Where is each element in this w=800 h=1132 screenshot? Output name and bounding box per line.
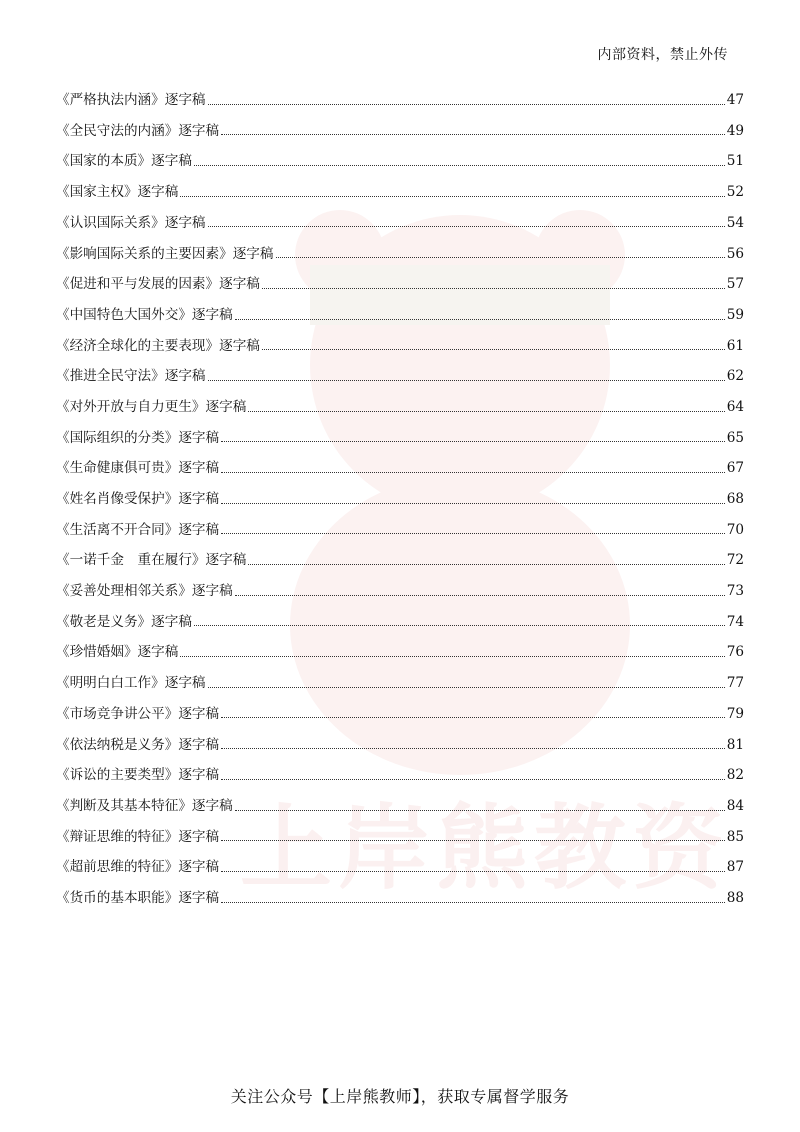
toc-entry[interactable] [56,355,744,386]
toc-entry-page: 57 [726,276,744,293]
toc-entry[interactable] [56,202,744,233]
table-of-contents [56,79,744,908]
toc-entry-page: 87 [726,859,744,876]
toc-leader-dots [221,502,725,504]
toc-entry-page: 77 [726,675,744,692]
toc-leader-dots [180,195,724,197]
toc-entry[interactable] [56,263,744,294]
toc-entry[interactable] [56,816,744,847]
toc-entry-title: 《姓名肖像受保护》逐字稿 [56,491,220,508]
toc-leader-dots [221,778,725,780]
toc-entry-title: 《严格执法内涵》逐字稿 [56,92,206,109]
toc-leader-dots [221,747,725,749]
toc-entry-title: 《一诺千金 重在履行》逐字稿 [56,552,247,569]
toc-leader-dots [208,103,725,105]
toc-entry-page: 82 [726,767,744,784]
toc-entry-page: 72 [726,552,744,569]
toc-entry[interactable] [56,417,744,448]
toc-entry-page: 65 [726,429,744,446]
toc-leader-dots [221,901,725,903]
toc-entry-page: 84 [726,797,744,814]
toc-entry-title: 《珍惜婚姻》逐字稿 [56,644,179,661]
toc-entry-page: 85 [726,828,744,845]
toc-entry-title: 《国家主权》逐字稿 [56,184,179,201]
toc-entry[interactable] [56,785,744,816]
toc-entry-title: 《市场竞争讲公平》逐字稿 [56,705,220,722]
toc-leader-dots [180,655,724,657]
toc-leader-dots [221,471,725,473]
toc-entry[interactable] [56,662,744,693]
toc-entry[interactable] [56,570,744,601]
toc-entry[interactable] [56,447,744,478]
toc-entry-title: 《国际组织的分类》逐字稿 [56,429,220,446]
toc-entry[interactable] [56,693,744,724]
toc-leader-dots [248,563,724,565]
toc-entry[interactable] [56,478,744,509]
toc-entry-page: 67 [726,460,744,477]
toc-leader-dots [221,839,725,841]
toc-entry[interactable] [56,631,744,662]
toc-entry-page: 49 [726,122,744,139]
toc-leader-dots [262,348,725,350]
toc-leader-dots [208,686,725,688]
toc-entry-page: 88 [726,889,744,906]
toc-leader-dots [221,716,725,718]
toc-entry-page: 52 [726,184,744,201]
toc-entry[interactable] [56,325,744,356]
toc-entry-page: 54 [726,214,744,231]
toc-entry[interactable] [56,754,744,785]
toc-entry-title: 《明明白白工作》逐字稿 [56,675,206,692]
toc-leader-dots [276,256,725,258]
toc-entry-title: 《经济全球化的主要表现》逐字稿 [56,337,260,354]
toc-entry[interactable] [56,79,744,110]
toc-entry-page: 47 [726,92,744,109]
toc-entry-title: 《全民守法的内涵》逐字稿 [56,122,220,139]
toc-entry[interactable] [56,846,744,877]
toc-entry-title: 《超前思维的特征》逐字稿 [56,859,220,876]
toc-entry-title: 《货币的基本职能》逐字稿 [56,889,220,906]
toc-entry[interactable] [56,877,744,908]
toc-leader-dots [221,133,725,135]
toc-entry[interactable] [56,110,744,141]
toc-entry-title: 《对外开放与自力更生》逐字稿 [56,398,247,415]
toc-entry-page: 73 [726,583,744,600]
toc-leader-dots [235,594,725,596]
toc-entry-page: 62 [726,368,744,385]
toc-leader-dots [248,410,724,412]
toc-leader-dots [194,624,725,626]
toc-entry-title: 《认识国际关系》逐字稿 [56,214,206,231]
toc-leader-dots [194,164,725,166]
toc-entry-title: 《依法纳税是义务》逐字稿 [56,736,220,753]
toc-entry-page: 74 [726,613,744,630]
toc-entry-title: 《妥善处理相邻关系》逐字稿 [56,583,233,600]
toc-entry-title: 《国家的本质》逐字稿 [56,153,192,170]
toc-entry-page: 68 [726,491,744,508]
toc-entry-title: 《敬老是义务》逐字稿 [56,613,192,630]
toc-entry-page: 56 [726,245,744,262]
toc-entry-page: 51 [726,153,744,170]
toc-entry[interactable] [56,232,744,263]
toc-leader-dots [208,379,725,381]
toc-leader-dots [235,318,725,320]
toc-entry[interactable] [56,601,744,632]
toc-entry[interactable] [56,509,744,540]
toc-entry-title: 《判断及其基本特征》逐字稿 [56,797,233,814]
toc-entry-page: 76 [726,644,744,661]
toc-entry-title: 《中国特色大国外交》逐字稿 [56,306,233,323]
toc-entry-title: 《辩证思维的特征》逐字稿 [56,828,220,845]
toc-leader-dots [208,225,725,227]
toc-leader-dots [235,809,725,811]
toc-entry-title: 《诉讼的主要类型》逐字稿 [56,767,220,784]
toc-entry-title: 《生活离不开合同》逐字稿 [56,521,220,538]
toc-entry-page: 61 [726,337,744,354]
toc-entry-page: 81 [726,736,744,753]
toc-entry[interactable] [56,386,744,417]
watermark-text: 上岸熊教资 [240,795,731,902]
toc-entry-page: 64 [726,398,744,415]
toc-entry-page: 70 [726,521,744,538]
toc-entry[interactable] [56,723,744,754]
toc-entry-page: 79 [726,705,744,722]
footer-note: 关注公众号【上岸熊教师】，获取专属督学服务 [230,1087,570,1106]
toc-entry[interactable] [56,171,744,202]
toc-leader-dots [262,287,725,289]
toc-entry-title: 《生命健康俱可贵》逐字稿 [56,460,220,477]
toc-entry[interactable] [56,140,744,171]
toc-entry[interactable] [56,539,744,570]
toc-leader-dots [221,870,725,872]
toc-entry-title: 《推进全民守法》逐字稿 [56,368,206,385]
toc-entry[interactable] [56,294,744,325]
toc-entry-title: 《促进和平与发展的因素》逐字稿 [56,276,260,293]
toc-leader-dots [221,532,725,534]
toc-entry-page: 59 [726,306,744,323]
toc-entry-title: 《影响国际关系的主要因素》逐字稿 [56,245,274,262]
header-note: 内部资料，禁止外传 [597,47,728,63]
toc-leader-dots [221,440,725,442]
